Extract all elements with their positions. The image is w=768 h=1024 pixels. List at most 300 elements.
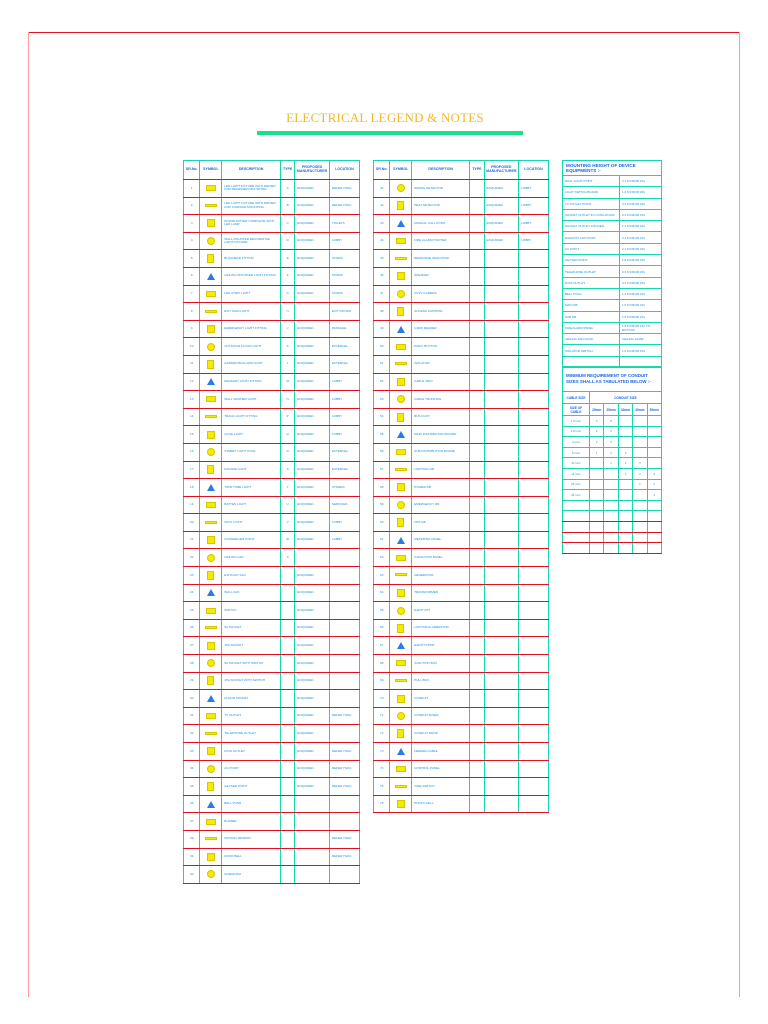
legend-location [519,320,549,338]
legend-symbol-icon [207,219,215,227]
legend-sr: 74 [374,760,390,778]
legend-manufacturer: ENQUIRED [295,355,330,373]
legend-sr: 23 [184,567,200,585]
legend-type [470,355,484,373]
legend-symbol [390,690,412,708]
legend-description: OUTDOOR FLOOD LIGHT [222,338,281,356]
legend-manufacturer: ENQUIRED [295,637,330,655]
legend-row [184,743,360,761]
conduit-cable-size [563,500,590,511]
legend-symbol-icon [206,185,216,191]
conduit-count [604,532,618,543]
legend-type: L [280,355,294,373]
legend-type [470,760,484,778]
legend-manufacturer [295,795,330,813]
legend-symbol [200,619,222,637]
legend-manufacturer: ENQUIRED [295,267,330,285]
legend-row [374,672,549,690]
conduit-row [563,458,662,469]
legend-symbol-icon [397,201,404,210]
legend-row [184,514,360,532]
legend-location: EXIT DOORS [329,303,359,321]
legend-manufacturer [484,303,519,321]
mounting-row [563,266,662,277]
mounting-row [563,288,662,299]
mounting-height-caption: MOUNTING HEIGHT OF DEVICE EQUIPMENTS :- [563,161,662,176]
mounting-item: WALL LIGHT POINT [563,176,620,187]
legend-manufacturer [295,866,330,884]
legend-symbol [390,655,412,673]
legend-manufacturer: ENQUIRED [295,778,330,796]
mounting-height: 1.5 M FROM FFL [620,300,662,311]
legend-symbol-icon [397,501,405,509]
legend-location [519,531,549,549]
legend-row [184,602,360,620]
legend-row [374,584,549,602]
legend-type [280,584,294,602]
legend-symbol [390,496,412,514]
legend-description: CONDUIT [412,690,470,708]
legend-description: TRANSFORMER [412,584,470,602]
legend-row [184,443,360,461]
legend-type [280,795,294,813]
conduit-count [647,437,661,448]
legend-symbol [200,496,222,514]
mounting-item: TV OUTLET POINT [563,198,620,209]
legend-description: DATA OUTLET [222,743,281,761]
conduit-count: 1 [590,447,604,458]
legend-row [374,197,549,215]
legend-type [470,267,484,285]
legend-description: TV OUTLET [222,707,281,725]
legend-symbol-icon [397,483,405,491]
legend-manufacturer: ENQUIRED [295,655,330,673]
legend-description: 5A SOCKET [222,619,281,637]
legend-row [374,373,549,391]
legend-manufacturer [484,391,519,409]
legend-row [184,707,360,725]
legend-symbol [200,338,222,356]
legend-symbol [390,215,412,233]
legend-type: N [280,391,294,409]
legend-type: Q [280,426,294,444]
legend-manufacturer: ENQUIRED [295,602,330,620]
legend-sr: 59 [374,496,390,514]
legend-sr: 70 [374,690,390,708]
legend-location: LOBBY [519,215,549,233]
legend-manufacturer [484,408,519,426]
legend-location [329,672,359,690]
conduit-count [647,532,661,543]
conduit-count: 4 [604,426,618,437]
legend-location [519,760,549,778]
legend-sr: 2 [184,197,200,215]
legend-symbol-icon [397,290,405,298]
legend-row [184,813,360,831]
legend-symbol [200,795,222,813]
conduit-count [618,521,632,532]
legend-type [470,707,484,725]
conduit-count: 3 [633,458,647,469]
legend-row [374,637,549,655]
legend-manufacturer: ENQUIRED [295,760,330,778]
legend-manufacturer [484,584,519,602]
legend-location [329,549,359,567]
page-title: ELECTRICAL LEGEND & NOTES [286,110,484,125]
legend-type [470,215,484,233]
legend-symbol [200,813,222,831]
legend-row [184,496,360,514]
legend-manufacturer: ENQUIRED [295,180,330,198]
mounting-height: 1.5 M FROM FFL [620,311,662,322]
legend-description: COVE LIGHT [222,426,281,444]
conduit-count [618,490,632,501]
legend-symbol-icon [207,782,214,791]
legend-manufacturer [484,267,519,285]
legend-description: CHANDELIER POINT [222,531,281,549]
legend-row [374,391,549,409]
conduit-count: 2 [618,458,632,469]
legend-description: ACCESS CONTROL [412,303,470,321]
legend-sr: 33 [184,743,200,761]
legend-symbol [390,760,412,778]
legend-symbol [200,514,222,532]
conduit-count [647,511,661,522]
legend-manufacturer [484,743,519,761]
legend-description: EMERGENCY LIGHT FITTING [222,320,281,338]
conduit-count [647,416,661,427]
legend-symbol [200,408,222,426]
legend-type: P [280,408,294,426]
legend-symbol-icon [396,555,406,561]
legend-location [519,778,549,796]
legend-description: PULL BOX [412,672,470,690]
legend-type: M [280,373,294,391]
conduit-count [647,500,661,511]
conduit-count [590,458,604,469]
legend-location [519,795,549,813]
legend-sr: 12 [184,373,200,391]
legend-description: SPEAKER [412,267,470,285]
legend-description: MANUAL CALL POINT [412,215,470,233]
legend-description: CAPACITOR PANEL [412,549,470,567]
legend-symbol-icon [207,571,214,580]
legend-row [374,250,549,268]
legend-sr: 24 [184,584,200,602]
legend-location: LOBBY [329,426,359,444]
conduit-cable-size [563,532,590,543]
legend-row [374,795,549,813]
legend-manufacturer [484,795,519,813]
col-header-conduit-size: CONDUIT SIZE [590,392,662,404]
legend-location: REFER HVAC [329,180,359,198]
legend-row [374,479,549,497]
legend-row [184,567,360,585]
legend-description: CCTV CAMERA [412,285,470,303]
legend-row [374,303,549,321]
legend-location [519,373,549,391]
mounting-height-table [562,160,662,368]
conduit-count [604,500,618,511]
legend-location [329,584,359,602]
drawing-border-left [28,32,29,997]
legend-type [470,795,484,813]
legend-sr: 65 [374,602,390,620]
legend-row [184,285,360,303]
legend-symbol [200,215,222,233]
legend-manufacturer: ENQUIRED [295,197,330,215]
legend-row [374,707,549,725]
conduit-row [563,500,662,511]
legend-type: K [280,338,294,356]
legend-type [280,690,294,708]
legend-row [374,549,549,567]
legend-row [184,320,360,338]
legend-description: 15A SOCKET WITH SWITCH [222,672,281,690]
conduit-count [647,458,661,469]
mounting-height: 2.1 M FROM FFL [620,243,662,254]
legend-row [184,355,360,373]
mounting-item: BELL PUSH [563,288,620,299]
legend-location: LOBBY [329,514,359,532]
legend-manufacturer: ENQUIRED [295,320,330,338]
legend-row [374,408,549,426]
conduit-row [563,490,662,501]
legend-symbol [390,514,412,532]
legend-location: LOBBY [329,373,359,391]
legend-symbol [200,355,222,373]
legend-symbol [200,760,222,778]
conduit-count [647,543,661,554]
mounting-row [563,176,662,187]
conduit-subheader: 50mm [647,404,661,416]
legend-sr: 54 [374,408,390,426]
legend-symbol [390,602,412,620]
legend-table-left [183,160,360,884]
legend-manufacturer: ENQUIRED [295,743,330,761]
legend-manufacturer: ENQUIRED [295,373,330,391]
col-header-cable-size: CABLE SIZE [563,392,590,404]
legend-symbol [200,672,222,690]
legend-sr: 67 [374,637,390,655]
legend-symbol [390,426,412,444]
legend-location [519,443,549,461]
legend-row [374,180,549,198]
legend-description: LIGHTING DB [412,461,470,479]
legend-symbol-icon [397,184,405,192]
legend-sr: 9 [184,320,200,338]
legend-symbol [390,795,412,813]
conduit-count [590,500,604,511]
legend-sr: 36 [184,795,200,813]
legend-sr: 43 [374,215,390,233]
legend-symbol-icon [396,449,406,455]
legend-row [374,514,549,532]
mounting-row [563,345,662,356]
legend-symbol [390,531,412,549]
legend-symbol-icon [395,468,407,471]
col-header-manufacturer: PROPOSED MANUFACTURER [484,161,519,180]
legend-symbol [200,285,222,303]
legend-manufacturer [295,303,330,321]
legend-type [280,619,294,637]
legend-manufacturer [484,531,519,549]
legend-description: CABLE TRAY [412,373,470,391]
legend-description: AC POINT [222,760,281,778]
legend-description: BELL PUSH [222,795,281,813]
legend-manufacturer: ENQUIRED [295,391,330,409]
legend-manufacturer: ENQUIRED [295,338,330,356]
legend-type [470,391,484,409]
legend-description: ISOLATOR [412,355,470,373]
legend-description: 15A SOCKET [222,637,281,655]
conduit-subheader: 32mm [618,404,632,416]
legend-sr: 8 [184,303,200,321]
legend-description: WALL MOUNTED DECORATIVE LIGHT FIXTURE [222,232,281,250]
legend-description: TWIN TUBE LIGHT [222,479,281,497]
mounting-row [563,232,662,243]
legend-manufacturer [484,479,519,497]
legend-description: EXIT SIGN LIGHT [222,303,281,321]
legend-row [184,338,360,356]
drawing-border-top [28,32,740,33]
legend-sr: 25 [184,602,200,620]
legend-type [470,672,484,690]
legend-symbol [390,180,412,198]
legend-manufacturer [484,426,519,444]
conduit-row [563,479,662,490]
legend-symbol [200,778,222,796]
legend-row [184,655,360,673]
col-header-description: DESCRIPTION [412,161,470,180]
conduit-count: 1 [604,458,618,469]
legend-description: PANIC BUTTON [412,338,470,356]
legend-symbol [200,707,222,725]
legend-symbol-icon [397,413,404,422]
conduit-count [590,532,604,543]
legend-symbol [390,743,412,761]
legend-manufacturer: ENQUIRED [295,250,330,268]
legend-symbol [200,426,222,444]
legend-manufacturer [484,514,519,532]
conduit-count [633,511,647,522]
conduit-count: 2 [633,468,647,479]
legend-type: J [280,320,294,338]
mounting-height: 1.2 M FROM FFL [620,345,662,356]
mounting-height: CEILING LEVEL [620,334,662,345]
legend-location: LOBBY [329,232,359,250]
legend-symbol [200,250,222,268]
legend-symbol-icon [207,747,215,755]
legend-location: REFER HVAC [329,760,359,778]
legend-symbol [390,672,412,690]
legend-symbol [390,338,412,356]
legend-description: EARTH STRIP [412,637,470,655]
legend-type: T [280,479,294,497]
legend-row [184,250,360,268]
legend-sr: 47 [374,285,390,303]
legend-manufacturer: ENQUIRED [295,496,330,514]
legend-location [519,408,549,426]
legend-symbol-icon [397,748,405,755]
legend-type: W [280,531,294,549]
legend-sr: 72 [374,725,390,743]
legend-row [184,690,360,708]
conduit-count [633,447,647,458]
legend-row [374,690,549,708]
conduit-count [604,521,618,532]
legend-location: LOBBY [519,180,549,198]
mounting-row [563,334,662,345]
legend-description: CONDUIT RISER [412,707,470,725]
legend-row [184,760,360,778]
legend-symbol-icon [395,679,407,682]
legend-symbol [390,197,412,215]
legend-description: EMERGENCY DB [412,496,470,514]
col-header-type: TYPE [280,161,294,180]
legend-row [374,443,549,461]
legend-symbol-icon [397,624,404,633]
mounting-height: 2.4 M FROM FFL [620,232,662,243]
legend-type: E [280,250,294,268]
legend-row [184,531,360,549]
legend-description: MAIN DISTRIBUTION BOARD [412,426,470,444]
legend-description: PHOTO CELL [412,795,470,813]
mounting-row [563,311,662,322]
legend-manufacturer [295,813,330,831]
legend-description: LED LIGHT FIXTURE WITH DRIVER FOR SURFACE MOUNTING [222,197,281,215]
legend-sr: 14 [184,408,200,426]
legend-symbol [200,197,222,215]
legend-symbol-icon [397,518,404,527]
legend-type [280,637,294,655]
legend-location [519,479,549,497]
legend-sr: 57 [374,461,390,479]
legend-manufacturer [484,672,519,690]
legend-symbol [390,408,412,426]
conduit-count [590,511,604,522]
legend-symbol-icon [205,626,217,629]
legend-type [470,408,484,426]
legend-location: LOBBY [329,408,359,426]
legend-description: LIGHTNING ARRESTOR [412,619,470,637]
legend-type [470,461,484,479]
legend-sr: 20 [184,514,200,532]
legend-sr: 68 [374,655,390,673]
legend-manufacturer [295,848,330,866]
legend-manufacturer: ENQUIRED [295,672,330,690]
legend-row [374,461,549,479]
legend-description: METERING PANEL [412,531,470,549]
mounting-row [563,255,662,266]
legend-symbol-icon [397,589,405,597]
legend-manufacturer: ENQUIRED [484,197,519,215]
mounting-row [563,187,662,198]
legend-location: SERVICES [329,496,359,514]
legend-symbol [390,725,412,743]
mounting-row [563,300,662,311]
legend-sr: 35 [184,778,200,796]
legend-sr: 61 [374,531,390,549]
legend-symbol [200,531,222,549]
legend-symbol [390,778,412,796]
legend-description: TIME SWITCH [412,778,470,796]
legend-sr: 15 [184,426,200,444]
legend-symbol-icon [396,766,406,772]
legend-location: REFER HVAC [329,830,359,848]
legend-symbol-icon [205,415,217,418]
legend-description: MOTION SENSOR [222,830,281,848]
